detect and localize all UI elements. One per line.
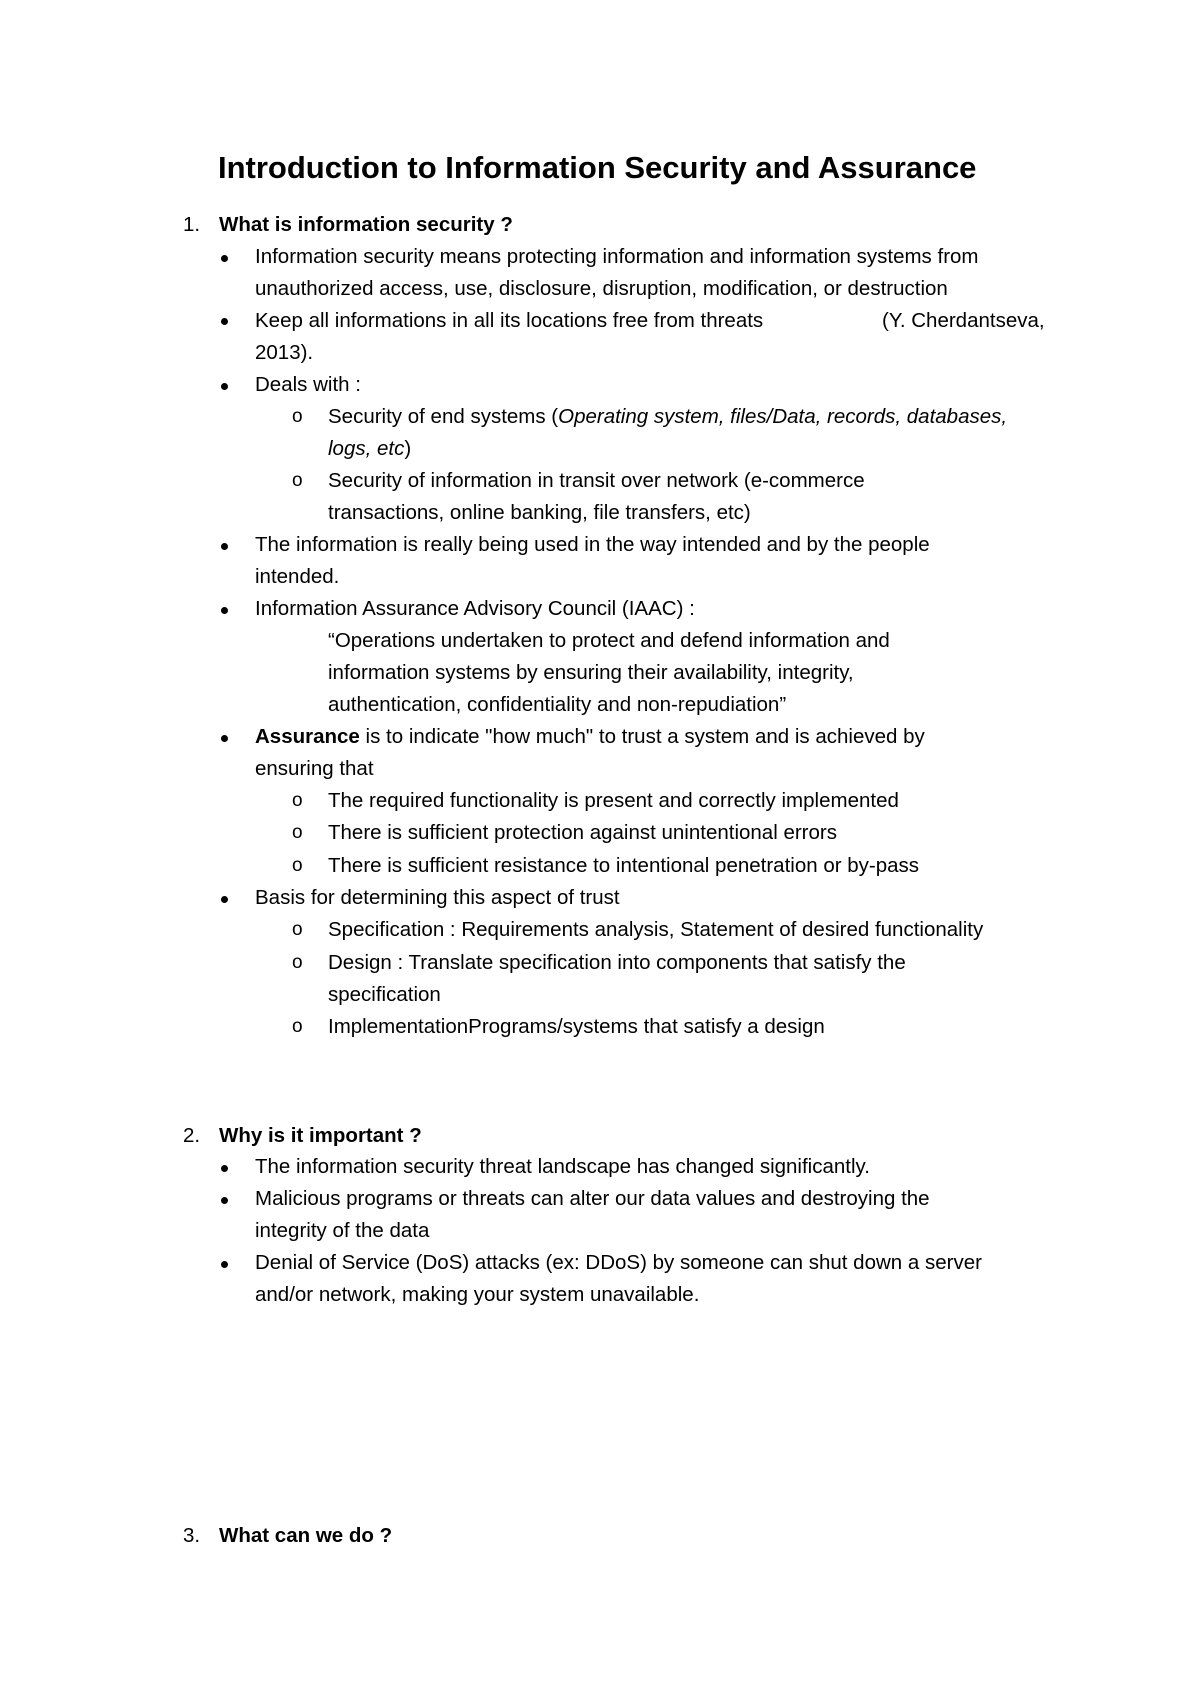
bullet-icon — [221, 383, 228, 390]
document-title: Introduction to Information Security and Assurance — [218, 150, 977, 185]
s1-b3-sub2-line1: Security of information in transit over network (e-commerce — [328, 469, 865, 492]
circle-bullet-icon: o — [292, 822, 303, 843]
bullet-icon — [221, 607, 228, 614]
s1-b6-line2: ensuring that — [255, 757, 374, 780]
s1-b1-line1: Information security means protecting information and information systems from — [255, 245, 979, 268]
s1-b7-sub1: Specification : Requirements analysis, Statement of desired functionality — [328, 918, 984, 941]
s1-b2-line1: Keep all informations in all its locations free from threats — [255, 309, 764, 332]
bullet-icon — [221, 318, 228, 325]
section-2-heading: Why is it important ? — [219, 1124, 422, 1147]
bullet-icon — [221, 1165, 228, 1172]
s1-b3-sub2-line2: transactions, online banking, file transfers, etc) — [328, 501, 751, 524]
s1-b7-text: Basis for determining this aspect of trust — [255, 886, 620, 909]
s1-b7-sub3: ImplementationPrograms/systems that satisfy a design — [328, 1015, 825, 1038]
bullet-icon — [221, 1197, 228, 1204]
circle-bullet-icon: o — [292, 406, 303, 427]
s1-b6-sub1: The required functionality is present and correctly implemented — [328, 789, 899, 812]
s1-b5-quote-line1: “Operations undertaken to protect and defend information and — [328, 629, 890, 652]
circle-bullet-icon: o — [292, 855, 303, 876]
s1-b6-line1: Assurance is to indicate "how much" to trust a system and is achieved by — [255, 725, 925, 748]
circle-bullet-icon: o — [292, 790, 303, 811]
s2-b1: The information security threat landscape has changed significantly. — [255, 1155, 870, 1178]
s2-b2-line1: Malicious programs or threats can alter our data values and destroying the — [255, 1187, 930, 1210]
section-2-number: 2. — [183, 1124, 201, 1147]
bullet-icon — [221, 896, 228, 903]
s1-b5-text: Information Assurance Advisory Council (IAAC) : — [255, 597, 695, 620]
bullet-icon — [221, 543, 228, 550]
s1-b2-citation: (Y. Cherdantseva, — [882, 309, 1045, 332]
s1-b7-sub2-line1: Design : Translate specification into components that satisfy the — [328, 951, 906, 974]
s2-b2-line2: integrity of the data — [255, 1219, 430, 1242]
s2-b3-line2: and/or network, making your system unavailable. — [255, 1283, 700, 1306]
s1-b5-quote-line3: authentication, confidentiality and non-repudiation” — [328, 693, 787, 716]
bullet-icon — [221, 255, 228, 262]
s2-b3-line1: Denial of Service (DoS) attacks (ex: DDoS) by someone can shut down a server — [255, 1251, 982, 1274]
s1-b4-line2: intended. — [255, 565, 340, 588]
section-3-number: 3. — [183, 1524, 201, 1547]
section-1-number: 1. — [183, 213, 201, 236]
circle-bullet-icon: o — [292, 1016, 303, 1037]
section-1-heading: What is information security ? — [219, 213, 513, 236]
circle-bullet-icon: o — [292, 470, 303, 491]
s1-b1-line2: unauthorized access, use, disclosure, disruption, modification, or destruction — [255, 277, 948, 300]
s1-b3-text: Deals with : — [255, 373, 361, 396]
section-3-heading: What can we do ? — [219, 1524, 393, 1547]
bullet-icon — [221, 1261, 228, 1268]
s1-b6-sub2: There is sufficient protection against unintentional errors — [328, 821, 837, 844]
s1-b4-line1: The information is really being used in the way intended and by the people — [255, 533, 930, 556]
s1-b7-sub2-line2: specification — [328, 983, 441, 1006]
s1-b3-sub1-line1: Security of end systems (Operating system, files/Data, records, databases, — [328, 405, 1008, 428]
s1-b3-sub1-line2: logs, etc) — [328, 437, 412, 460]
circle-bullet-icon: o — [292, 919, 303, 940]
circle-bullet-icon: o — [292, 952, 303, 973]
s1-b5-quote-line2: information systems by ensuring their availability, integrity, — [328, 661, 854, 684]
s1-b2-line2: 2013). — [255, 341, 314, 364]
s1-b6-sub3: There is sufficient resistance to intentional penetration or by-pass — [328, 854, 920, 877]
bullet-icon — [221, 735, 228, 742]
